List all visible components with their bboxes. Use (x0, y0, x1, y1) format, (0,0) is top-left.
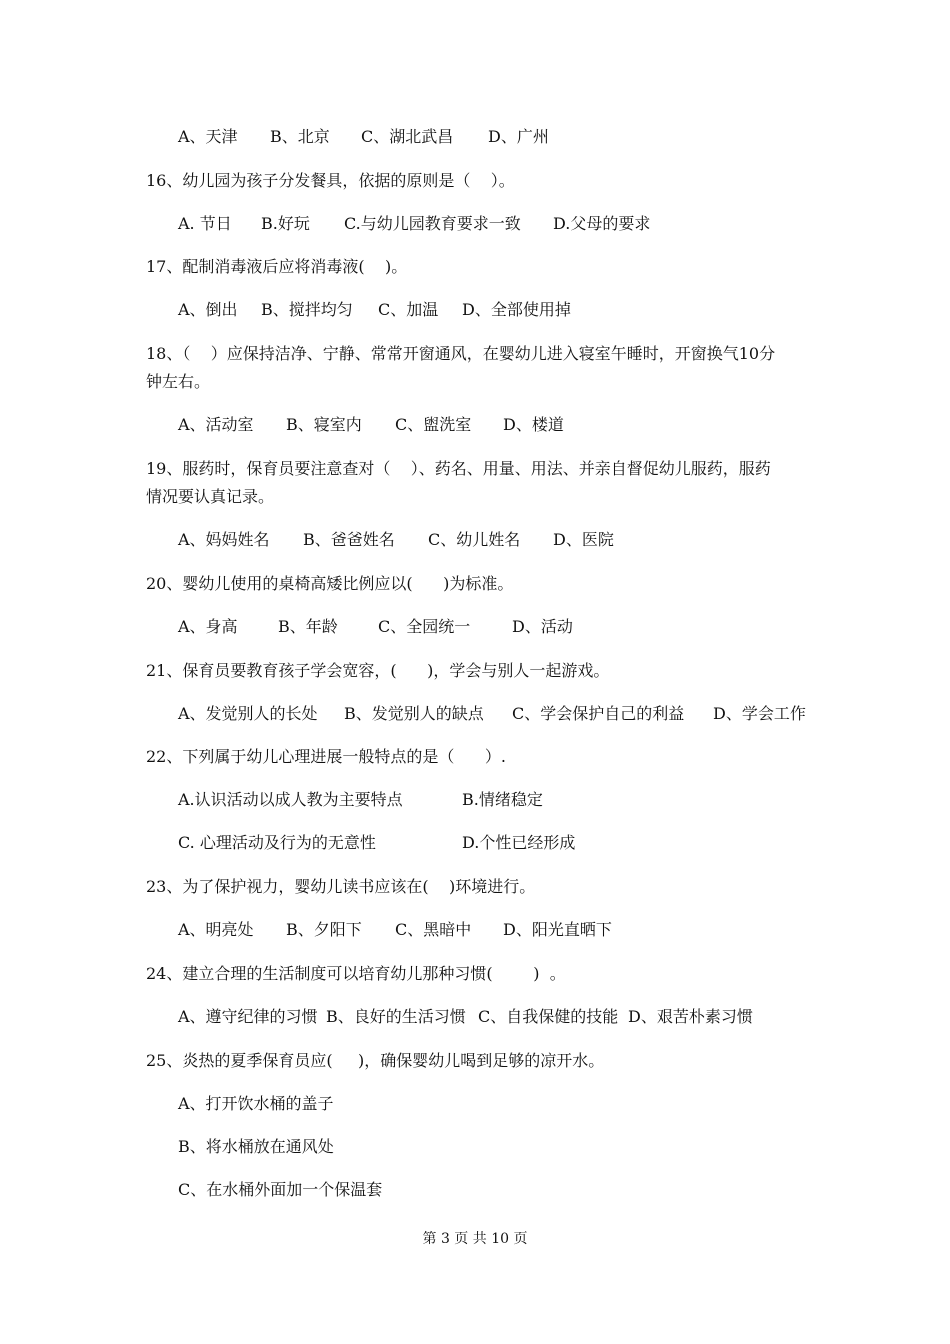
q25-stem: 25、炎热的夏季保育员应( )，确保婴幼儿喝到足够的凉开水。 (146, 1051, 605, 1070)
q22-option-c: C. 心理活动及行为的无意性 (178, 833, 376, 852)
q21-option-b: B、发觉别人的缺点 (344, 704, 484, 723)
q22-option-b: B.情绪稳定 (462, 790, 543, 809)
q24-stem: 24、建立合理的生活制度可以培育幼儿那种习惯( ) 。 (146, 964, 566, 983)
q20-option-b: B、年龄 (278, 617, 338, 636)
q15-option-b: B、北京 (270, 127, 330, 146)
q16-option-d: D.父母的要求 (553, 214, 651, 233)
q20-option-a: A、身高 (178, 617, 238, 636)
q17-option-a: A、倒出 (178, 300, 238, 319)
q18-option-a: A、活动室 (178, 415, 254, 434)
q20-option-c: C、全园统一 (378, 617, 471, 636)
q24-option-c: C、自我保健的技能 (478, 1007, 619, 1026)
q23-option-a: A、明亮处 (178, 920, 254, 939)
q19-stem-line1: 19、服药时，保育员要注意查对（ ）、药名、用量、用法、并亲自督促幼儿服药，服药 (146, 459, 771, 478)
q22-option-a: A.认识活动以成人教为主要特点 (178, 790, 403, 809)
q18-option-c: C、盥洗室 (395, 415, 472, 434)
q15-option-d: D、广州 (488, 127, 549, 146)
q17-stem: 17、配制消毒液后应将消毒液( )。 (146, 257, 408, 276)
q24-option-b: B、良好的生活习惯 (326, 1007, 466, 1026)
q23-option-d: D、阳光直晒下 (503, 920, 612, 939)
q25-option-b: B、将水桶放在通风处 (178, 1137, 334, 1156)
q18-stem-line1: 18、（ ）应保持洁净、宁静、常常开窗通风，在婴幼儿进入寝室午睡时，开窗换气10分 (146, 344, 776, 363)
q16-option-b: B.好玩 (261, 214, 310, 233)
q24-option-d: D、艰苦朴素习惯 (628, 1007, 753, 1026)
q19-option-c: C、幼儿姓名 (428, 530, 521, 549)
q17-option-b: B、搅拌均匀 (261, 300, 353, 319)
page-number-footer: 第 3 页 共 10 页 (422, 1231, 528, 1247)
q18-option-b: B、寝室内 (286, 415, 362, 434)
q21-option-a: A、发觉别人的长处 (178, 704, 318, 723)
q17-option-c: C、加温 (378, 300, 439, 319)
q20-stem: 20、婴幼儿使用的桌椅高矮比例应以( )为标准。 (146, 574, 514, 593)
q15-option-c: C、湖北武昌 (361, 127, 454, 146)
q19-option-a: A、妈妈姓名 (178, 530, 270, 549)
q18-option-d: D、楼道 (503, 415, 564, 434)
q21-stem: 21、保育员要教育孩子学会宽容，( )，学会与别人一起游戏。 (146, 661, 610, 680)
q15-option-a: A、天津 (178, 127, 238, 146)
q16-option-c: C.与幼儿园教育要求一致 (344, 214, 521, 233)
q23-option-c: C、黑暗中 (395, 920, 472, 939)
q22-option-d: D.个性已经形成 (462, 833, 576, 852)
q25-option-c: C、在水桶外面加一个保温套 (178, 1180, 383, 1199)
q16-option-a: A. 节日 (178, 214, 232, 233)
q25-option-a: A、打开饮水桶的盖子 (178, 1094, 334, 1113)
q16-stem: 16、幼儿园为孩子分发餐具，依据的原则是（ ）。 (146, 171, 515, 190)
q23-stem: 23、为了保护视力，婴幼儿读书应该在( )环境进行。 (146, 877, 536, 896)
q19-option-b: B、爸爸姓名 (303, 530, 395, 549)
q21-option-d: D、学会工作 (713, 704, 806, 723)
q18-stem-line2: 钟左右。 (146, 372, 211, 391)
q21-option-c: C、学会保护自己的利益 (512, 704, 685, 723)
q22-stem: 22、下列属于幼儿心理进展一般特点的是（ ）. (146, 747, 506, 766)
q23-option-b: B、夕阳下 (286, 920, 362, 939)
q19-option-d: D、医院 (553, 530, 614, 549)
q19-stem-line2: 情况要认真记录。 (146, 487, 275, 506)
q20-option-d: D、活动 (512, 617, 573, 636)
q17-option-d: D、全部使用掉 (462, 300, 571, 319)
q24-option-a: A、遵守纪律的习惯 (178, 1007, 318, 1026)
